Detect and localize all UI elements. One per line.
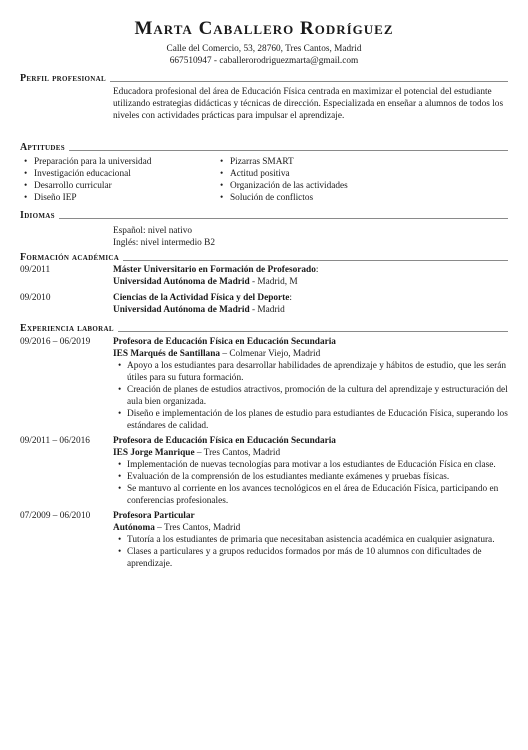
job-title: Profesora de Educación Física en Educación Secundaria (113, 337, 336, 347)
skills-section (20, 142, 508, 204)
resume-header (0, 0, 528, 67)
education-section (20, 252, 508, 316)
profile-title: Perfil profesional (20, 73, 110, 85)
degree-suffix: : (289, 293, 292, 303)
school-name: Universidad Autónoma de Madrid (113, 277, 250, 287)
education-title: Formación académica (20, 252, 123, 264)
skill-item: • Actitud positiva (216, 168, 348, 180)
degree-suffix: : (315, 265, 319, 275)
address: Calle del Comercio, 53, 28760, Tres Cantos, Madrid (166, 44, 362, 54)
language-item: Español: nivel nativo (113, 226, 193, 236)
phone-email: 667510947 - caballerorodriguezmarta@gmail.com (169, 56, 359, 66)
languages-list (113, 225, 508, 249)
employer-location: – Tres Cantos, Madrid (154, 523, 241, 533)
profile-section (20, 73, 508, 122)
experience-title: Experiencia laboral (20, 323, 118, 335)
skills-column-1 (20, 156, 216, 204)
skills-title: Aptitudes (20, 142, 69, 154)
job-duty: • Tutoría a los estudiantes de primaria que necesitaban asistencia académica en cualquier asignatura. (113, 534, 508, 546)
job-title: Profesora Particular (113, 511, 195, 521)
school-location: - Madrid (249, 305, 285, 315)
job-duty: • Evaluación de la comprensión de los estudiantes mediante exámenes y pruebas físicas. (113, 471, 508, 483)
skill-item: • Preparación para la universidad (20, 156, 216, 168)
school-name: Universidad Autónoma de Madrid (113, 305, 250, 315)
degree-name: Máster Universitario en Formación de Profesorado (113, 265, 316, 275)
education-entry (20, 264, 508, 288)
employer-name: Autónoma (113, 523, 155, 533)
experience-section (20, 323, 508, 570)
education-heading (20, 252, 508, 264)
skill-item: • Investigación educacional (20, 168, 216, 180)
job-entry (20, 510, 508, 570)
employer-location: – Colmenar Viejo, Madrid (220, 349, 321, 359)
education-date: 09/2010 (20, 293, 51, 303)
skill-item: • Solución de conflictos (216, 192, 348, 204)
job-title: Profesora de Educación Física en Educación Secundaria (113, 436, 336, 446)
employer-name: IES Jorge Manrique (113, 448, 195, 458)
experience-heading (20, 323, 508, 335)
job-duty: • Implementación de nuevas tecnologías para motivar a los estudiantes de Educación Física en clase. (113, 459, 508, 471)
job-duty: • Creación de planes de estudios atractivos, promoción de la cultura del aprendizaje y estructuración del aula bien organizada. (113, 384, 508, 408)
job-duty: • Apoyo a los estudiantes para desarrollar habilidades de aprendizaje y hábitos de estudio, que les serán útiles para su futura formación. (113, 360, 508, 384)
skill-item: • Diseño IEP (20, 192, 216, 204)
job-duties (113, 534, 508, 570)
education-details (113, 264, 318, 288)
job-date: 09/2016 – 06/2019 (20, 337, 91, 347)
languages-title: Idiomas (20, 210, 59, 222)
section-divider (20, 150, 508, 151)
degree-name: Ciencias de la Actividad Física y del Deporte (113, 293, 290, 303)
job-duties (113, 360, 508, 432)
school-location: - Madrid, M (249, 277, 298, 287)
job-duty: • Clases a particulares y a grupos reducidos formados por más de 10 alumnos con dificultades de aprendizaje. (113, 546, 508, 570)
skill-item: • Desarrollo curricular (20, 180, 216, 192)
job-entry (20, 336, 508, 432)
profile-text: Educadora profesional del área de Educación Física centrada en maximizar el potencial del estudiante utilizando estrategias didácticas y técnicas de dirección. Especializada en enseñar a alumnos de todos los niveles con actividades prácticas para impulsar el aprendizaje. (113, 87, 504, 121)
skills-column-2 (216, 156, 348, 204)
job-entry (20, 435, 508, 507)
job-duty: • Se mantuvo al corriente en los avances tecnológicos en el área de Educación Física, participando en conferencias profesionales. (113, 483, 508, 507)
profile-heading (20, 73, 508, 85)
languages-section (20, 210, 508, 249)
education-entry (20, 292, 508, 316)
skill-item: • Pizarras SMART (216, 156, 348, 168)
job-date: 07/2009 – 06/2010 (20, 511, 91, 521)
section-divider (20, 218, 508, 219)
skills-list (20, 156, 508, 204)
education-details (113, 292, 292, 316)
employer-name: IES Marqués de Santillana (113, 349, 221, 359)
job-duties (113, 459, 508, 507)
education-date: 09/2011 (20, 265, 51, 275)
languages-heading (20, 210, 508, 222)
employer-location: – Tres Cantos, Madrid (194, 448, 281, 458)
skills-heading (20, 142, 508, 154)
job-duty: • Diseño e implementación de los planes de estudio para estudiantes de Educación Física, superando los estándares de calidad. (113, 408, 508, 432)
job-date: 09/2011 – 06/2016 (20, 436, 90, 446)
skill-item: • Organización de las actividades (216, 180, 348, 192)
language-item: Inglés: nivel intermedio B2 (113, 238, 215, 248)
candidate-name: Marta Caballero Rodríguez (134, 18, 394, 39)
